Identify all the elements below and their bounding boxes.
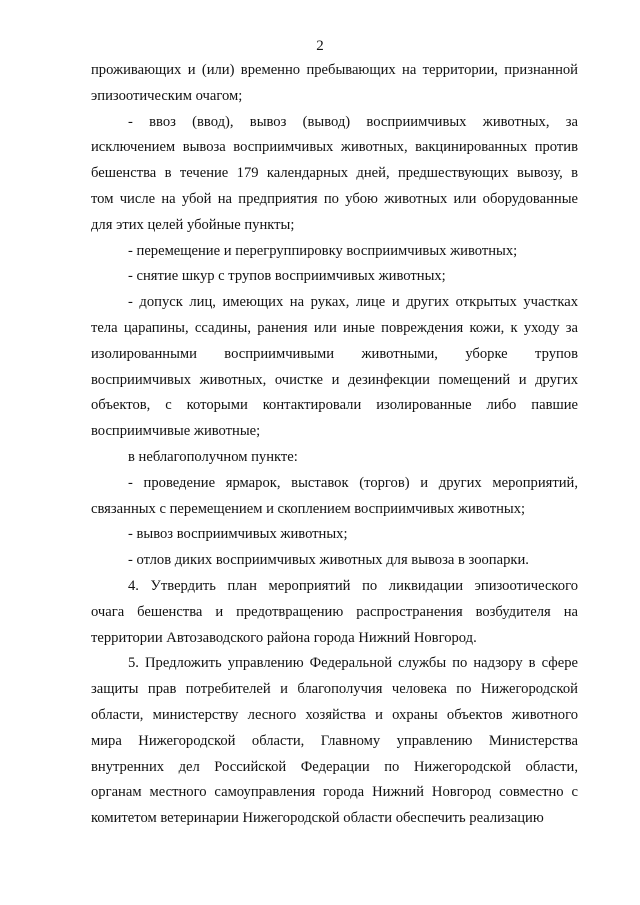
text-line: проживающих и (или) временно пребывающих на территории, признанной <box>91 62 578 78</box>
text-line: - отлов диких восприимчивых животных для вывоза в зоопарки. <box>128 552 529 569</box>
text-line: защиты прав потребителей и благополучия человека по Нижегородской <box>91 681 578 698</box>
text-line: - снятие шкур с трупов восприимчивых животных; <box>128 268 446 285</box>
text-line: 5. Предложить управлению Федеральной службы по надзору в сфере <box>128 655 578 672</box>
text-line: внутренних дел Российской Федерации по Нижегородской области, <box>91 758 578 775</box>
document-body <box>91 58 578 832</box>
text-line: - перемещение и перегруппировку восприимчивых животных; <box>128 242 518 259</box>
text-line: 4. Утвердить план мероприятий по ликвидации эпизоотического <box>128 577 578 594</box>
text-line: восприимчивых животных, очистке и дезинфекции помещений и других <box>91 371 578 388</box>
paragraph <box>91 58 578 110</box>
text-line: восприимчивые животные; <box>91 423 261 440</box>
paragraph <box>91 548 578 574</box>
page-number: 2 <box>316 38 324 54</box>
text-line: мира Нижегородской области, Главному управлению Министерства <box>91 732 578 749</box>
text-line: исключением вывоза восприимчивых животных, вакцинированных против <box>91 139 578 156</box>
text-line: бешенства в течение 179 календарных дней, предшествующих вывозу, в <box>91 165 578 182</box>
text-line: - вывоз восприимчивых животных; <box>128 526 348 543</box>
text-line: связанных с перемещением и скоплением восприимчивых животных; <box>91 500 526 517</box>
text-line: области, министерству лесного хозяйства и охраны объектов животного <box>91 706 578 723</box>
paragraph <box>91 522 578 548</box>
text-line: территории Автозаводского района города Нижний Новгород. <box>91 629 477 646</box>
text-line: - ввоз (ввод), вывоз (вывод) восприимчивых животных, за <box>128 113 578 130</box>
paragraph <box>91 471 578 523</box>
text-line: изолированными восприимчивыми животными, уборке трупов <box>91 345 578 362</box>
text-line: объектов, с которыми контактировали изолированные либо павшие <box>91 397 578 414</box>
text-line: - допуск лиц, имеющих на руках, лице и других открытых участках <box>128 294 578 311</box>
text-line: эпизоотическим очагом; <box>91 87 243 104</box>
text-line: тела царапины, ссадины, ранения или иные повреждения кожи, к уходу за <box>91 319 578 336</box>
text-line: том числе на убой на предприятия по убою животных или оборудованные <box>91 190 578 207</box>
text-line: для этих целей убойные пункты; <box>91 216 295 233</box>
text-line: - проведение ярмарок, выставок (торгов) и других мероприятий, <box>128 474 578 491</box>
text-line: в неблагополучном пункте: <box>128 448 298 465</box>
paragraph <box>91 445 578 471</box>
paragraph <box>91 110 578 239</box>
paragraph <box>91 290 578 445</box>
paragraph <box>91 651 578 832</box>
paragraph <box>91 264 578 290</box>
text-line: органам местного самоуправления города Нижний Новгород совместно с <box>91 784 578 801</box>
paragraph <box>91 239 578 265</box>
text-line: комитетом ветеринарии Нижегородской области обеспечить реализацию <box>91 810 544 827</box>
paragraph <box>91 574 578 651</box>
text-line: очага бешенства и предотвращению распространения возбудителя на <box>91 603 578 620</box>
